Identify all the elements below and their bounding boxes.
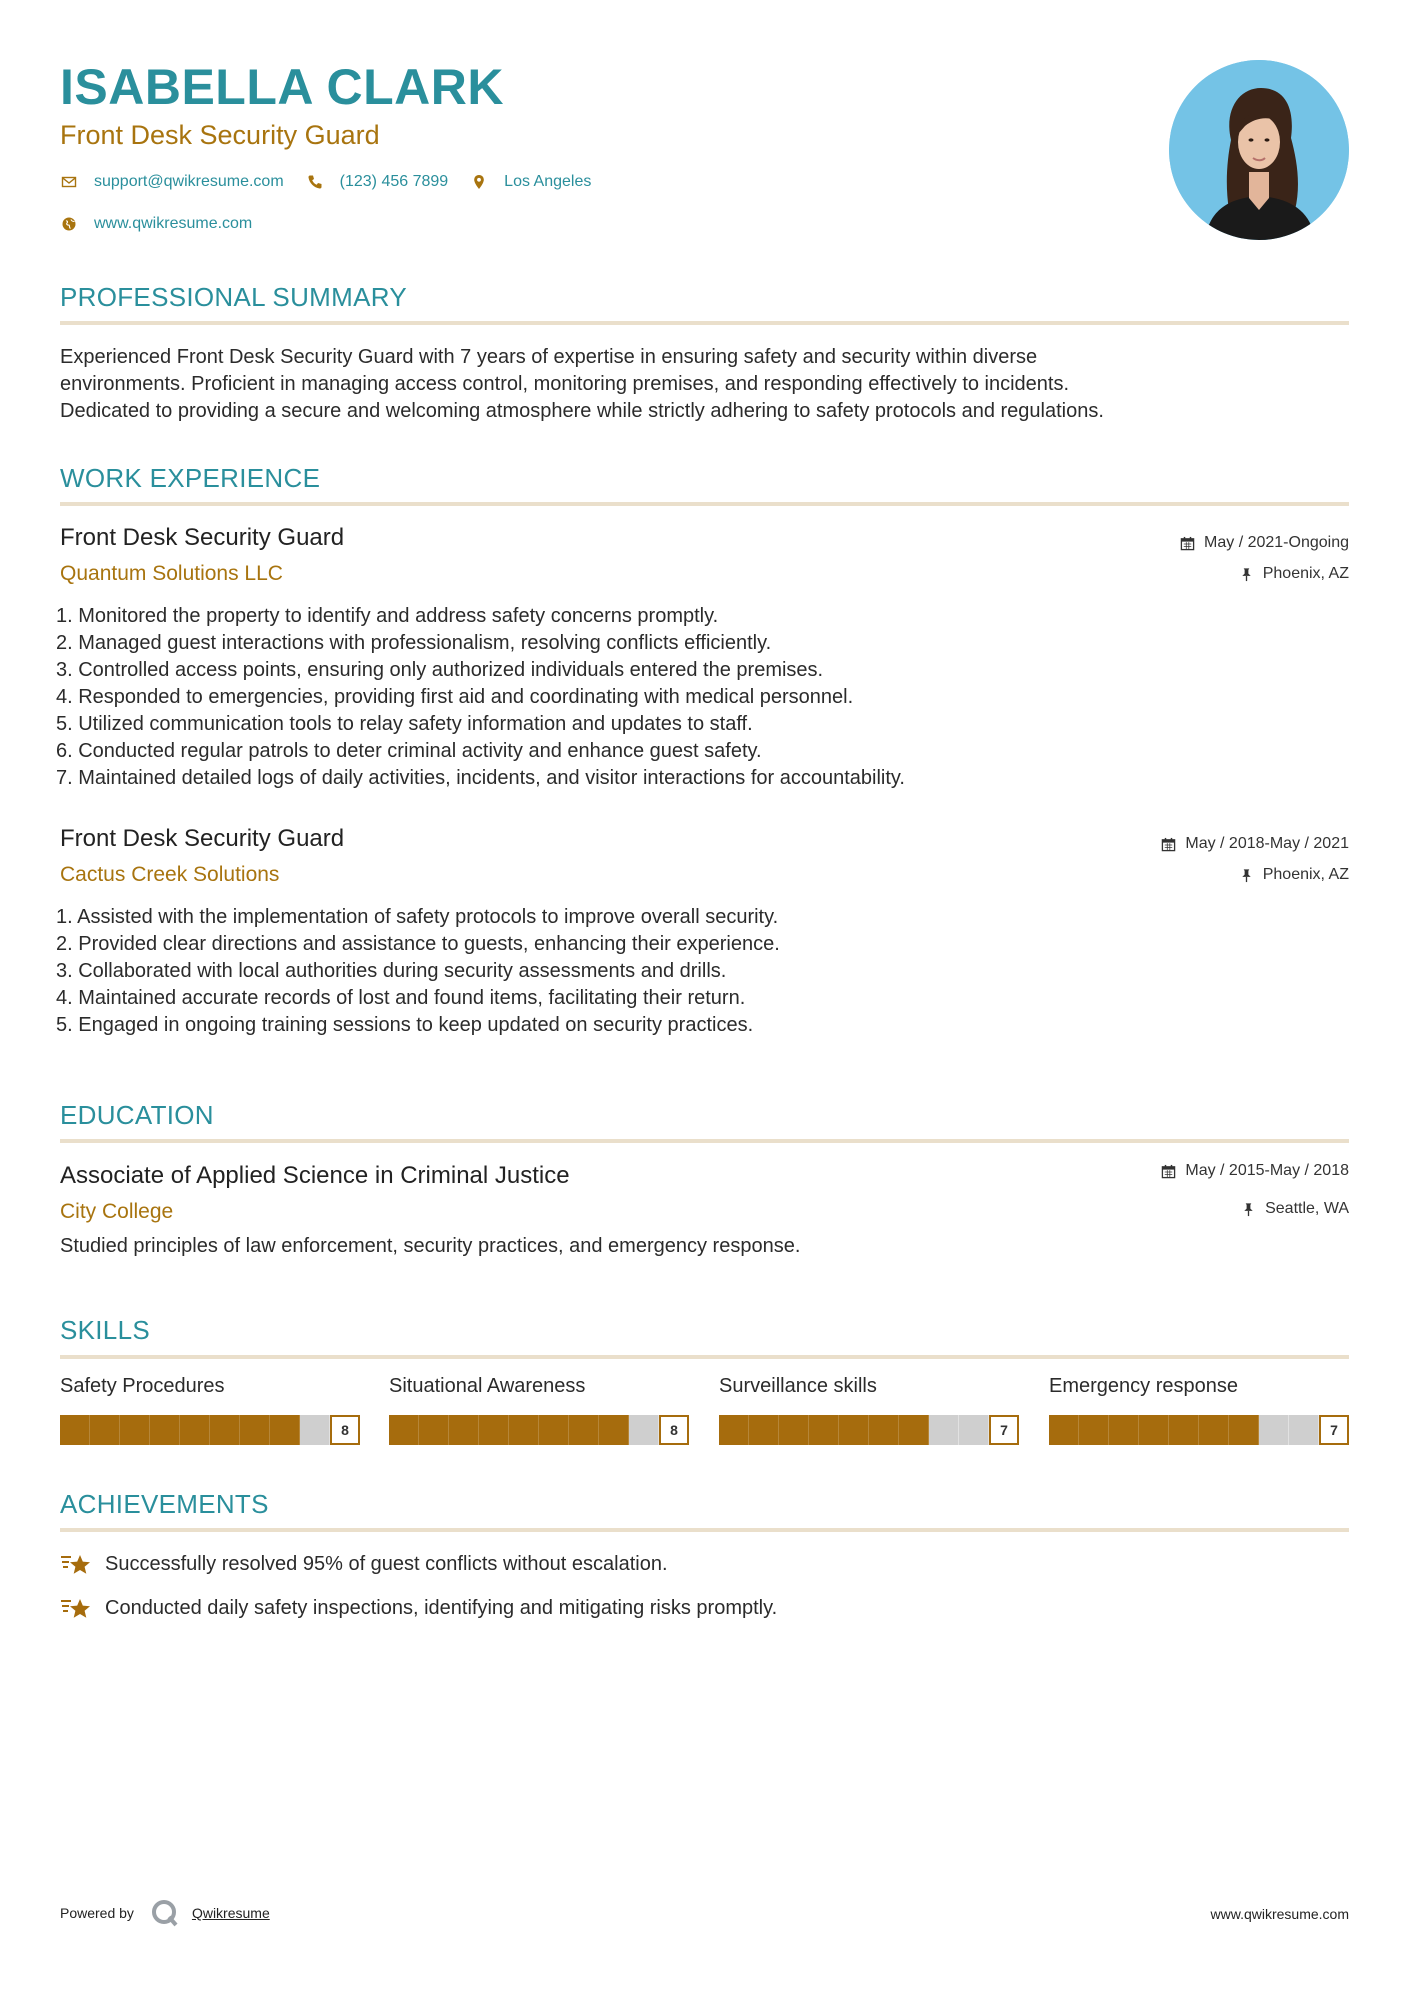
- job-location: [1239, 565, 1349, 583]
- skill-score: 7: [989, 1415, 1019, 1445]
- job-bullets: [56, 603, 1256, 792]
- skill-bar: [389, 1415, 689, 1445]
- list-item: 2. Provided clear directions and assistance to guests, enhancing their experience.: [56, 933, 780, 955]
- achievement-text: Successfully resolved 95% of guest conflicts without escalation.: [105, 1552, 668, 1575]
- calendar-icon: [1161, 837, 1176, 852]
- section-divider: [60, 321, 1349, 325]
- skill-segment: [629, 1415, 659, 1445]
- contact-row: [60, 173, 613, 191]
- school-name: City College: [60, 1200, 174, 1223]
- education-location-text: Seattle, WA: [1265, 1200, 1349, 1217]
- skill-item: [719, 1375, 1019, 1445]
- job-title: Front Desk Security Guard: [60, 825, 345, 852]
- skill-segment: [1229, 1415, 1259, 1445]
- job-dates-text: May / 2021-Ongoing: [1204, 534, 1349, 551]
- list-item: 4. Responded to emergencies, providing first aid and coordinating with medical personnel.: [56, 686, 854, 708]
- skill-segment: [300, 1415, 330, 1445]
- envelope-icon: [60, 173, 78, 191]
- section-divider: [60, 1139, 1349, 1143]
- education-description: Studied principles of law enforcement, security practices, and emergency response.: [60, 1235, 801, 1257]
- job-dates: [1180, 534, 1349, 552]
- globe-icon: [60, 215, 78, 233]
- job-dates-text: May / 2018-May / 2021: [1185, 835, 1349, 852]
- list-item: 2. Managed guest interactions with professionalism, resolving conflicts efficiently.: [56, 632, 772, 654]
- skill-segment: [120, 1415, 150, 1445]
- skill-segment: [959, 1415, 989, 1445]
- powered-by-label: Powered by: [60, 1905, 134, 1921]
- skill-segment: [449, 1415, 479, 1445]
- job-company: Quantum Solutions LLC: [60, 562, 283, 585]
- contact-email-text: support@qwikresume.com: [94, 173, 284, 190]
- skill-segment: [1199, 1415, 1229, 1445]
- list-item: 3. Collaborated with local authorities during security assessments and drills.: [56, 960, 727, 982]
- skill-segment: [270, 1415, 300, 1445]
- skill-segment: [749, 1415, 779, 1445]
- skill-segment: [389, 1415, 419, 1445]
- skill-item: [60, 1375, 360, 1445]
- skill-score: 8: [659, 1415, 689, 1445]
- section-title-achievements: ACHIEVEMENTS: [60, 1489, 269, 1519]
- map-marker-icon: [470, 173, 488, 191]
- achievement-text: Conducted daily safety inspections, identifying and mitigating risks promptly.: [105, 1596, 778, 1619]
- candidate-name: ISABELLA CLARK: [60, 59, 505, 115]
- summary-line: Dedicated to providing a secure and welcoming atmosphere while strictly adhering to safety protocols and regulations.: [60, 400, 1104, 422]
- education-dates-text: May / 2015-May / 2018: [1185, 1162, 1349, 1179]
- candidate-title: Front Desk Security Guard: [60, 120, 380, 150]
- skill-name: Situational Awareness: [389, 1375, 586, 1397]
- section-divider: [60, 502, 1349, 506]
- contact-location-text: Los Angeles: [504, 173, 592, 190]
- skill-segment: [839, 1415, 869, 1445]
- qwikresume-logo-icon: [150, 1898, 180, 1928]
- skill-segment: [1079, 1415, 1109, 1445]
- contact-location: [470, 173, 591, 191]
- skill-segment: [779, 1415, 809, 1445]
- skill-segment: [1289, 1415, 1319, 1445]
- skill-item: [389, 1375, 689, 1445]
- list-item: 5. Engaged in ongoing training sessions to keep updated on security practices.: [56, 1014, 754, 1036]
- skill-segment: [599, 1415, 629, 1445]
- list-item: 1. Monitored the property to identify and address safety concerns promptly.: [56, 605, 719, 627]
- phone-icon: [306, 173, 324, 191]
- education-location: [1241, 1200, 1349, 1218]
- skill-segment: [1169, 1415, 1199, 1445]
- job-location-text: Phoenix, AZ: [1262, 866, 1349, 883]
- qwikresume-link[interactable]: Qwikresume: [191, 1905, 270, 1921]
- job-dates: [1161, 835, 1349, 853]
- achievement-item: [60, 1595, 777, 1621]
- list-item: 4. Maintained accurate records of lost and found items, facilitating their return.: [56, 987, 746, 1009]
- list-item: 7. Maintained detailed logs of daily activities, incidents, and visitor interactions for accountability.: [56, 767, 905, 789]
- skill-segment: [240, 1415, 270, 1445]
- contact-email[interactable]: [60, 173, 284, 191]
- contact-phone[interactable]: [306, 173, 449, 191]
- footer-website[interactable]: www.qwikresume.com: [1210, 1906, 1349, 1922]
- skill-segment: [419, 1415, 449, 1445]
- section-title-skills: SKILLS: [60, 1315, 150, 1345]
- list-item: 1. Assisted with the implementation of safety protocols to improve overall security.: [56, 906, 779, 928]
- skill-segment: [509, 1415, 539, 1445]
- summary-line: Experienced Front Desk Security Guard with 7 years of expertise in ensuring safety and security within diverse: [60, 346, 1038, 368]
- job-company: Cactus Creek Solutions: [60, 863, 280, 886]
- job-title: Front Desk Security Guard: [60, 524, 345, 551]
- footer-powered-by: [60, 1898, 270, 1928]
- achievement-item: [60, 1551, 668, 1577]
- skill-score: 8: [330, 1415, 360, 1445]
- skill-segment: [1109, 1415, 1139, 1445]
- skill-segment: [899, 1415, 929, 1445]
- section-title-experience: WORK EXPERIENCE: [60, 463, 321, 493]
- calendar-icon: [1180, 536, 1195, 551]
- list-item: 3. Controlled access points, ensuring only authorized individuals entered the premises.: [56, 659, 824, 681]
- skill-segment: [809, 1415, 839, 1445]
- skill-bar: [1049, 1415, 1349, 1445]
- skill-segment: [1139, 1415, 1169, 1445]
- education-dates: [1161, 1162, 1349, 1180]
- skill-segment: [569, 1415, 599, 1445]
- skill-bar: [719, 1415, 1019, 1445]
- list-item: 6. Conducted regular patrols to deter criminal activity and enhance guest safety.: [56, 740, 762, 762]
- skill-segment: [479, 1415, 509, 1445]
- job-location-text: Phoenix, AZ: [1262, 565, 1349, 582]
- section-title-summary: PROFESSIONAL SUMMARY: [60, 282, 407, 312]
- degree-title: Associate of Applied Science in Criminal Justice: [60, 1162, 570, 1189]
- skill-segment: [1259, 1415, 1289, 1445]
- skill-item: [1049, 1375, 1349, 1445]
- skill-segment: [929, 1415, 959, 1445]
- avatar: [1169, 60, 1349, 240]
- calendar-icon: [1161, 1164, 1176, 1179]
- summary-text: [60, 344, 1350, 425]
- contact-phone-text: (123) 456 7899: [339, 173, 449, 190]
- list-item: 5. Utilized communication tools to relay safety information and updates to staff.: [56, 713, 753, 735]
- pin-icon: [1239, 567, 1254, 582]
- summary-line: environments. Proficient in managing access control, monitoring premises, and responding effectively to incidents.: [60, 373, 1070, 395]
- contact-row-2: [60, 215, 274, 233]
- contact-website-text: www.qwikresume.com: [94, 215, 253, 232]
- skill-segment: [539, 1415, 569, 1445]
- skill-segment: [1049, 1415, 1079, 1445]
- skill-segment: [719, 1415, 749, 1445]
- skill-segment: [60, 1415, 90, 1445]
- skill-name: Safety Procedures: [60, 1375, 225, 1397]
- pin-icon: [1241, 1202, 1256, 1217]
- skill-segment: [210, 1415, 240, 1445]
- section-divider: [60, 1355, 1349, 1359]
- job-bullets: [56, 904, 1256, 1039]
- skill-segment: [150, 1415, 180, 1445]
- skill-score: 7: [1319, 1415, 1349, 1445]
- pin-icon: [1239, 868, 1254, 883]
- skill-bar: [60, 1415, 360, 1445]
- section-title-education: EDUCATION: [60, 1100, 214, 1130]
- contact-website[interactable]: [60, 215, 252, 233]
- skill-segment: [90, 1415, 120, 1445]
- skill-segment: [180, 1415, 210, 1445]
- shooting-star-icon: [60, 1595, 92, 1621]
- section-divider: [60, 1528, 1349, 1532]
- job-location: [1239, 866, 1349, 884]
- skill-segment: [869, 1415, 899, 1445]
- shooting-star-icon: [60, 1551, 92, 1577]
- skill-name: Surveillance skills: [719, 1375, 877, 1397]
- skill-name: Emergency response: [1049, 1375, 1238, 1397]
